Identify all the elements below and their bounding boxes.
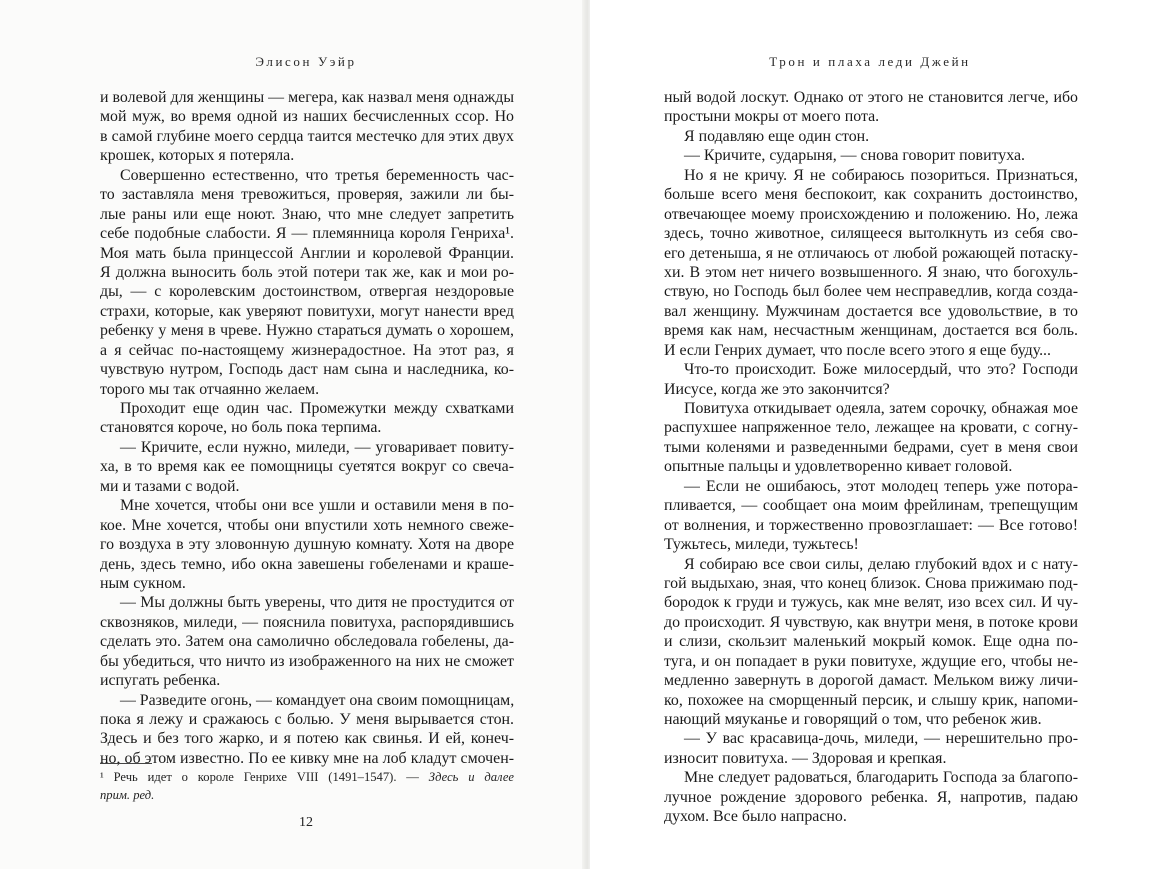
text-line: — Кричите, сударыня, — снова говорит повитуха. bbox=[684, 147, 1026, 165]
text-line: опытные пальцы и удовлетворенно кивает головой. bbox=[664, 458, 1013, 476]
text-line: туга, и он попадает в руки повитухе, ждущие его, чтобы не- bbox=[664, 652, 1078, 670]
footnote-line bbox=[100, 768, 514, 786]
running-head-title: Трон и плаха леди Джейн bbox=[769, 54, 971, 69]
text-line: до происходит. Я чувствую, как внутри меня, в потоке крови bbox=[664, 613, 1078, 631]
text-line: страхи, которые, как уверяют повитухи, могут нанести вред bbox=[100, 302, 514, 320]
text-line: вал женщину. Мужчинам достается все удовольствие, в то bbox=[664, 302, 1078, 320]
text-line: торого мы так отчаянно желаем. bbox=[100, 380, 320, 398]
text-line: мой муж, во время одной из наших бесчисленных ссор. Но bbox=[100, 108, 514, 126]
text-line: испугать ребенка. bbox=[100, 672, 221, 690]
text-line: крошек, которых я потеряла. bbox=[100, 147, 295, 165]
text-line: Я подавляю еще один стон. bbox=[684, 127, 870, 145]
left-page-body bbox=[100, 88, 514, 768]
text-line: бы убедиться, что ничто из изображенного на них не сможет bbox=[100, 652, 514, 670]
text-line: Я собираю все свои силы, делаю глубокий вдох и с нату- bbox=[684, 555, 1078, 573]
right-page bbox=[590, 0, 1174, 869]
text-line: го воздуха в эту зловонную душную комнату. Хотя на дворе bbox=[100, 536, 514, 554]
text-line: от волнения, и торжественно провозглашает: — Все готово! bbox=[664, 516, 1078, 534]
text-line: пливается, — сообщает она моим фрейлинам, трепещущим bbox=[664, 497, 1078, 515]
text-line: Что-то происходит. Боже милосердый, что это? Господи bbox=[684, 361, 1078, 379]
text-line: чувствую нутром, Господь даст нам сына и наследника, ко- bbox=[100, 361, 514, 379]
text-line: хи. В этом нет ничего возвышенного. Я знаю, что богохуль- bbox=[664, 263, 1078, 281]
text-line: отвечающее моему происхождению и положению. Но, лежа bbox=[664, 205, 1078, 223]
text-line: тыми коленями и разведенными бедрами, сует в меня свои bbox=[664, 438, 1078, 456]
text-line: ный водой лоскут. Однако от этого не становится легче, ибо bbox=[664, 89, 1078, 106]
text-line: то заставляла меня тревожиться, проверяя, зажили ли бы- bbox=[100, 186, 514, 204]
text-line: ко, похожее на сморщенный персик, и слышу крик, напоми- bbox=[664, 691, 1078, 709]
text-line: лые раны или еще ноют. Знаю, что мне следует запретить bbox=[100, 205, 514, 223]
right-page-body bbox=[664, 88, 1078, 827]
text-line: Но я не кричу. Я не собираюсь позориться. Признаться, bbox=[684, 166, 1078, 184]
text-line: простыни мокры от моего пота. bbox=[664, 108, 880, 126]
text-line: ребенку у меня в чреве. Нужно стараться думать о хорошем, bbox=[100, 322, 514, 340]
text-line: но, об этом известно. По ее кивку мне на лоб кладут смочен- bbox=[100, 749, 514, 767]
footnote-line bbox=[100, 786, 514, 804]
text-line: ха, в то время как ее помощницы суетятся вокруг со свеча- bbox=[100, 458, 514, 476]
text-line: Я должна выносить боль этой потери так же, как и мои ро- bbox=[100, 263, 514, 281]
text-line: его детеныша, я не отличаюсь от любой рожающей потаску- bbox=[664, 244, 1078, 262]
text-line: бородок к груди и тужусь, как мне велят, изо всех сил. И чу- bbox=[664, 594, 1078, 612]
running-head-author: Элисон Уэйр bbox=[255, 54, 357, 69]
page-number: 12 bbox=[299, 815, 313, 830]
text-line: — Разведите огонь, — командует она своим помощницам, bbox=[120, 691, 515, 709]
text-line: Иисусе, когда же это закончится? bbox=[664, 380, 890, 398]
text-line: себе подобные слабости. Я — племянница короля Генриха¹. bbox=[100, 225, 514, 243]
text-line: И если Генрих думает, что после всего этого я еще буду... bbox=[664, 341, 1051, 359]
text-line: нающий мяуканье и говорящий о том, что ребенок жив. bbox=[664, 711, 1042, 728]
text-line: больше всего меня беспокоит, как сохранить достоинство, bbox=[664, 186, 1078, 204]
text-line: лучное рождение здорового ребенка. Я, напротив, падаю bbox=[664, 788, 1078, 806]
text-line: сквозняков, миледи, — пояснила повитуха, распорядившись bbox=[100, 613, 514, 631]
text-line: сделать это. Затем она самолично обследовала гобелены, да- bbox=[100, 633, 514, 651]
footnote bbox=[100, 768, 514, 804]
text-line: становятся короче, но боль пока терпима. bbox=[100, 419, 382, 437]
text-line: Мне следует радоваться, благодарить Господа за благопо- bbox=[684, 769, 1078, 787]
text-line: Мне хочется, чтобы они все ушли и оставили меня в по- bbox=[120, 497, 514, 515]
text-line: и волевой для женщины — мегера, как назвал меня однажды bbox=[100, 89, 514, 106]
text-line: — Кричите, если нужно, миледи, — уговаривает повиту- bbox=[120, 438, 514, 456]
text-line: Повитуха откидывает одеяла, затем сорочку, обнажая мое bbox=[684, 400, 1078, 417]
text-line: Здесь и без того жарко, и я потею как свинья. И ей, конеч- bbox=[100, 730, 514, 748]
footnote-rule bbox=[100, 763, 152, 764]
text-line: день, здесь темно, ибо окна завешены гобеленами и краше- bbox=[100, 555, 514, 573]
text-line: ствую, но Господь был более чем несправедлив, когда созда- bbox=[664, 283, 1078, 301]
text-line: кое. Мне хочется, чтобы они впустили хоть немного свеже- bbox=[100, 516, 514, 534]
text-line: ным сукном. bbox=[100, 574, 186, 592]
text-line: износит повитуха. — Здоровая и крепкая. bbox=[664, 749, 947, 767]
text-line: и слизи, скользит маленький мокрый комок. Еще одна по- bbox=[664, 633, 1078, 651]
text-line: — Если не ошибаюсь, этот молодец теперь уже потора- bbox=[684, 477, 1078, 495]
text-line: медленно завернуть в дорогой дамаст. Мельком вижу личи- bbox=[664, 672, 1078, 690]
text-line: а я сейчас по-настоящему жизнерадостное. На этот раз, я bbox=[100, 341, 514, 359]
text-line: ми и тазами с водой. bbox=[100, 477, 240, 495]
text-line: время как нам, несчастным женщинам, достается вся боль. bbox=[664, 322, 1078, 340]
text-line: — Мы должны быть уверены, что дитя не простудится от bbox=[120, 594, 514, 612]
text-line: в самой глубине моего сердца таится местечко для этих двух bbox=[100, 127, 514, 145]
text-line: Тужьтесь, миледи, тужьтесь! bbox=[664, 536, 859, 554]
footnote-text: ¹ Речь идет о короле Генрихе VIII (1491–1547). — bbox=[100, 770, 429, 784]
text-line: пока я лежу и сражаюсь с болью. У меня вырывается стон. bbox=[100, 711, 514, 728]
text-line: духом. Все было напрасно. bbox=[664, 808, 847, 826]
footnote-italic: Здесь и далее bbox=[428, 770, 515, 784]
text-line: Проходит еще один час. Промежутки между схватками bbox=[120, 400, 514, 417]
text-line: Совершенно естественно, что третья беременность час- bbox=[120, 166, 514, 184]
text-line: здесь, точно животное, силящееся вытолкнуть из себя сво- bbox=[664, 225, 1078, 243]
text-line: гой выдыхаю, зная, что конец близок. Снова прижимаю под- bbox=[664, 574, 1078, 592]
footnote-italic: прим. ред. bbox=[100, 788, 155, 802]
text-line: распухшее напряженное тело, лежащее на кровати, с согну- bbox=[664, 419, 1078, 437]
text-line: Моя мать была принцессой Англии и королевой Франции. bbox=[100, 244, 514, 262]
text-line: ды, — с королевским достоинством, отвергая нездоровые bbox=[100, 283, 514, 301]
text-line: — У вас красавица-дочь, миледи, — нерешительно про- bbox=[684, 730, 1078, 748]
